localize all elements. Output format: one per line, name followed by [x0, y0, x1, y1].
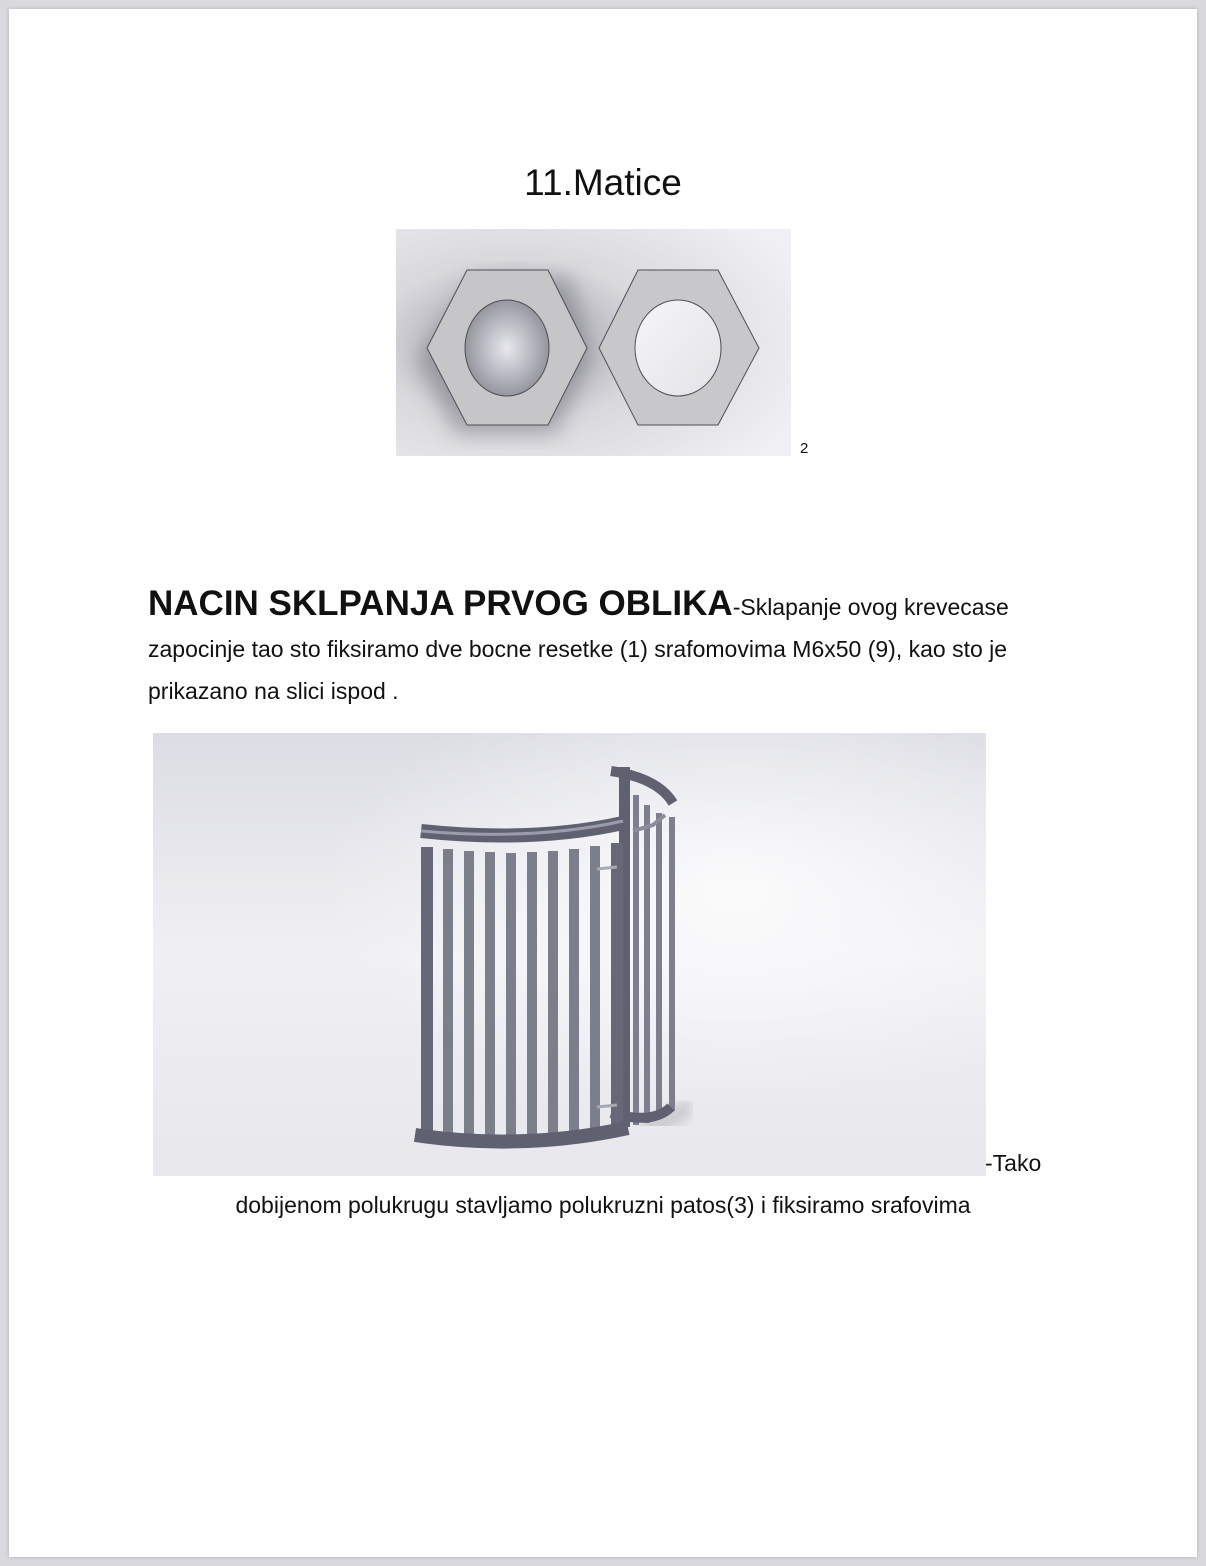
document-page — [9, 9, 1197, 1557]
continuation-line: dobijenom polukrugu stavljamo polukruzni patos(3) i fiksiramo srafovima — [235, 1192, 971, 1218]
assembly-paragraph — [148, 583, 1098, 712]
crib-side-panels-image — [153, 733, 986, 1176]
continuation-start: -Tako — [985, 1150, 1042, 1176]
footnote-mark: 2 — [800, 440, 809, 457]
section-text: -Sklapanje ovog krevecase zapocinje tao sto fiksiramo dve bocne resetke (1) srafomovima M6x50 (9), kao sto je prikazano na slici ispod . — [148, 594, 1009, 704]
page-title: 11.Matice — [524, 162, 682, 203]
hex-nuts-image — [396, 229, 791, 456]
section-heading: NACIN SKLPANJA PRVOG OBLIKA — [148, 584, 733, 623]
